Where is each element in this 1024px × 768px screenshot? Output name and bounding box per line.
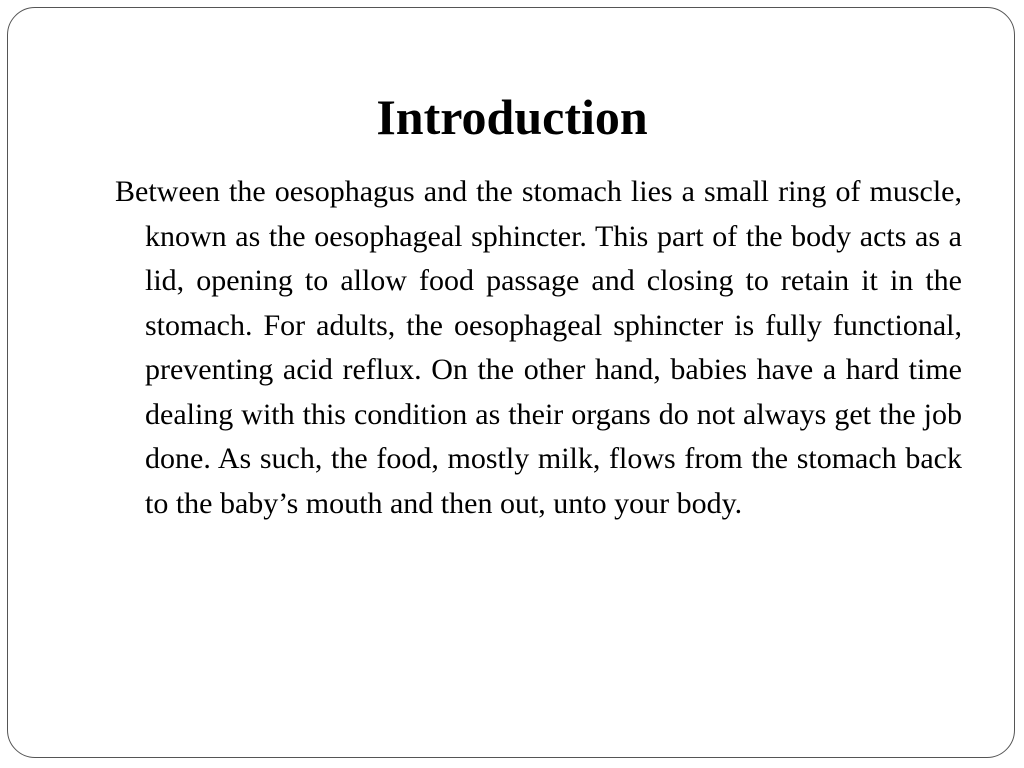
slide-body-paragraph: Between the oesophagus and the stomach lies a small ring of muscle, known as the oesophageal sphincter. This part of the body acts as a lid, opening to allow food passage and closing to retain it in the stomach. For adults, the oesophageal sphincter is fully functional, preventing acid reflux. On the other hand, babies have a hard time dealing with this condition as their organs do not always get the job done. As such, the food, mostly milk, flows from the stomach back to the baby’s mouth and then out, unto your body.	[115, 175, 962, 520]
slide-title: Introduction	[376, 89, 648, 145]
